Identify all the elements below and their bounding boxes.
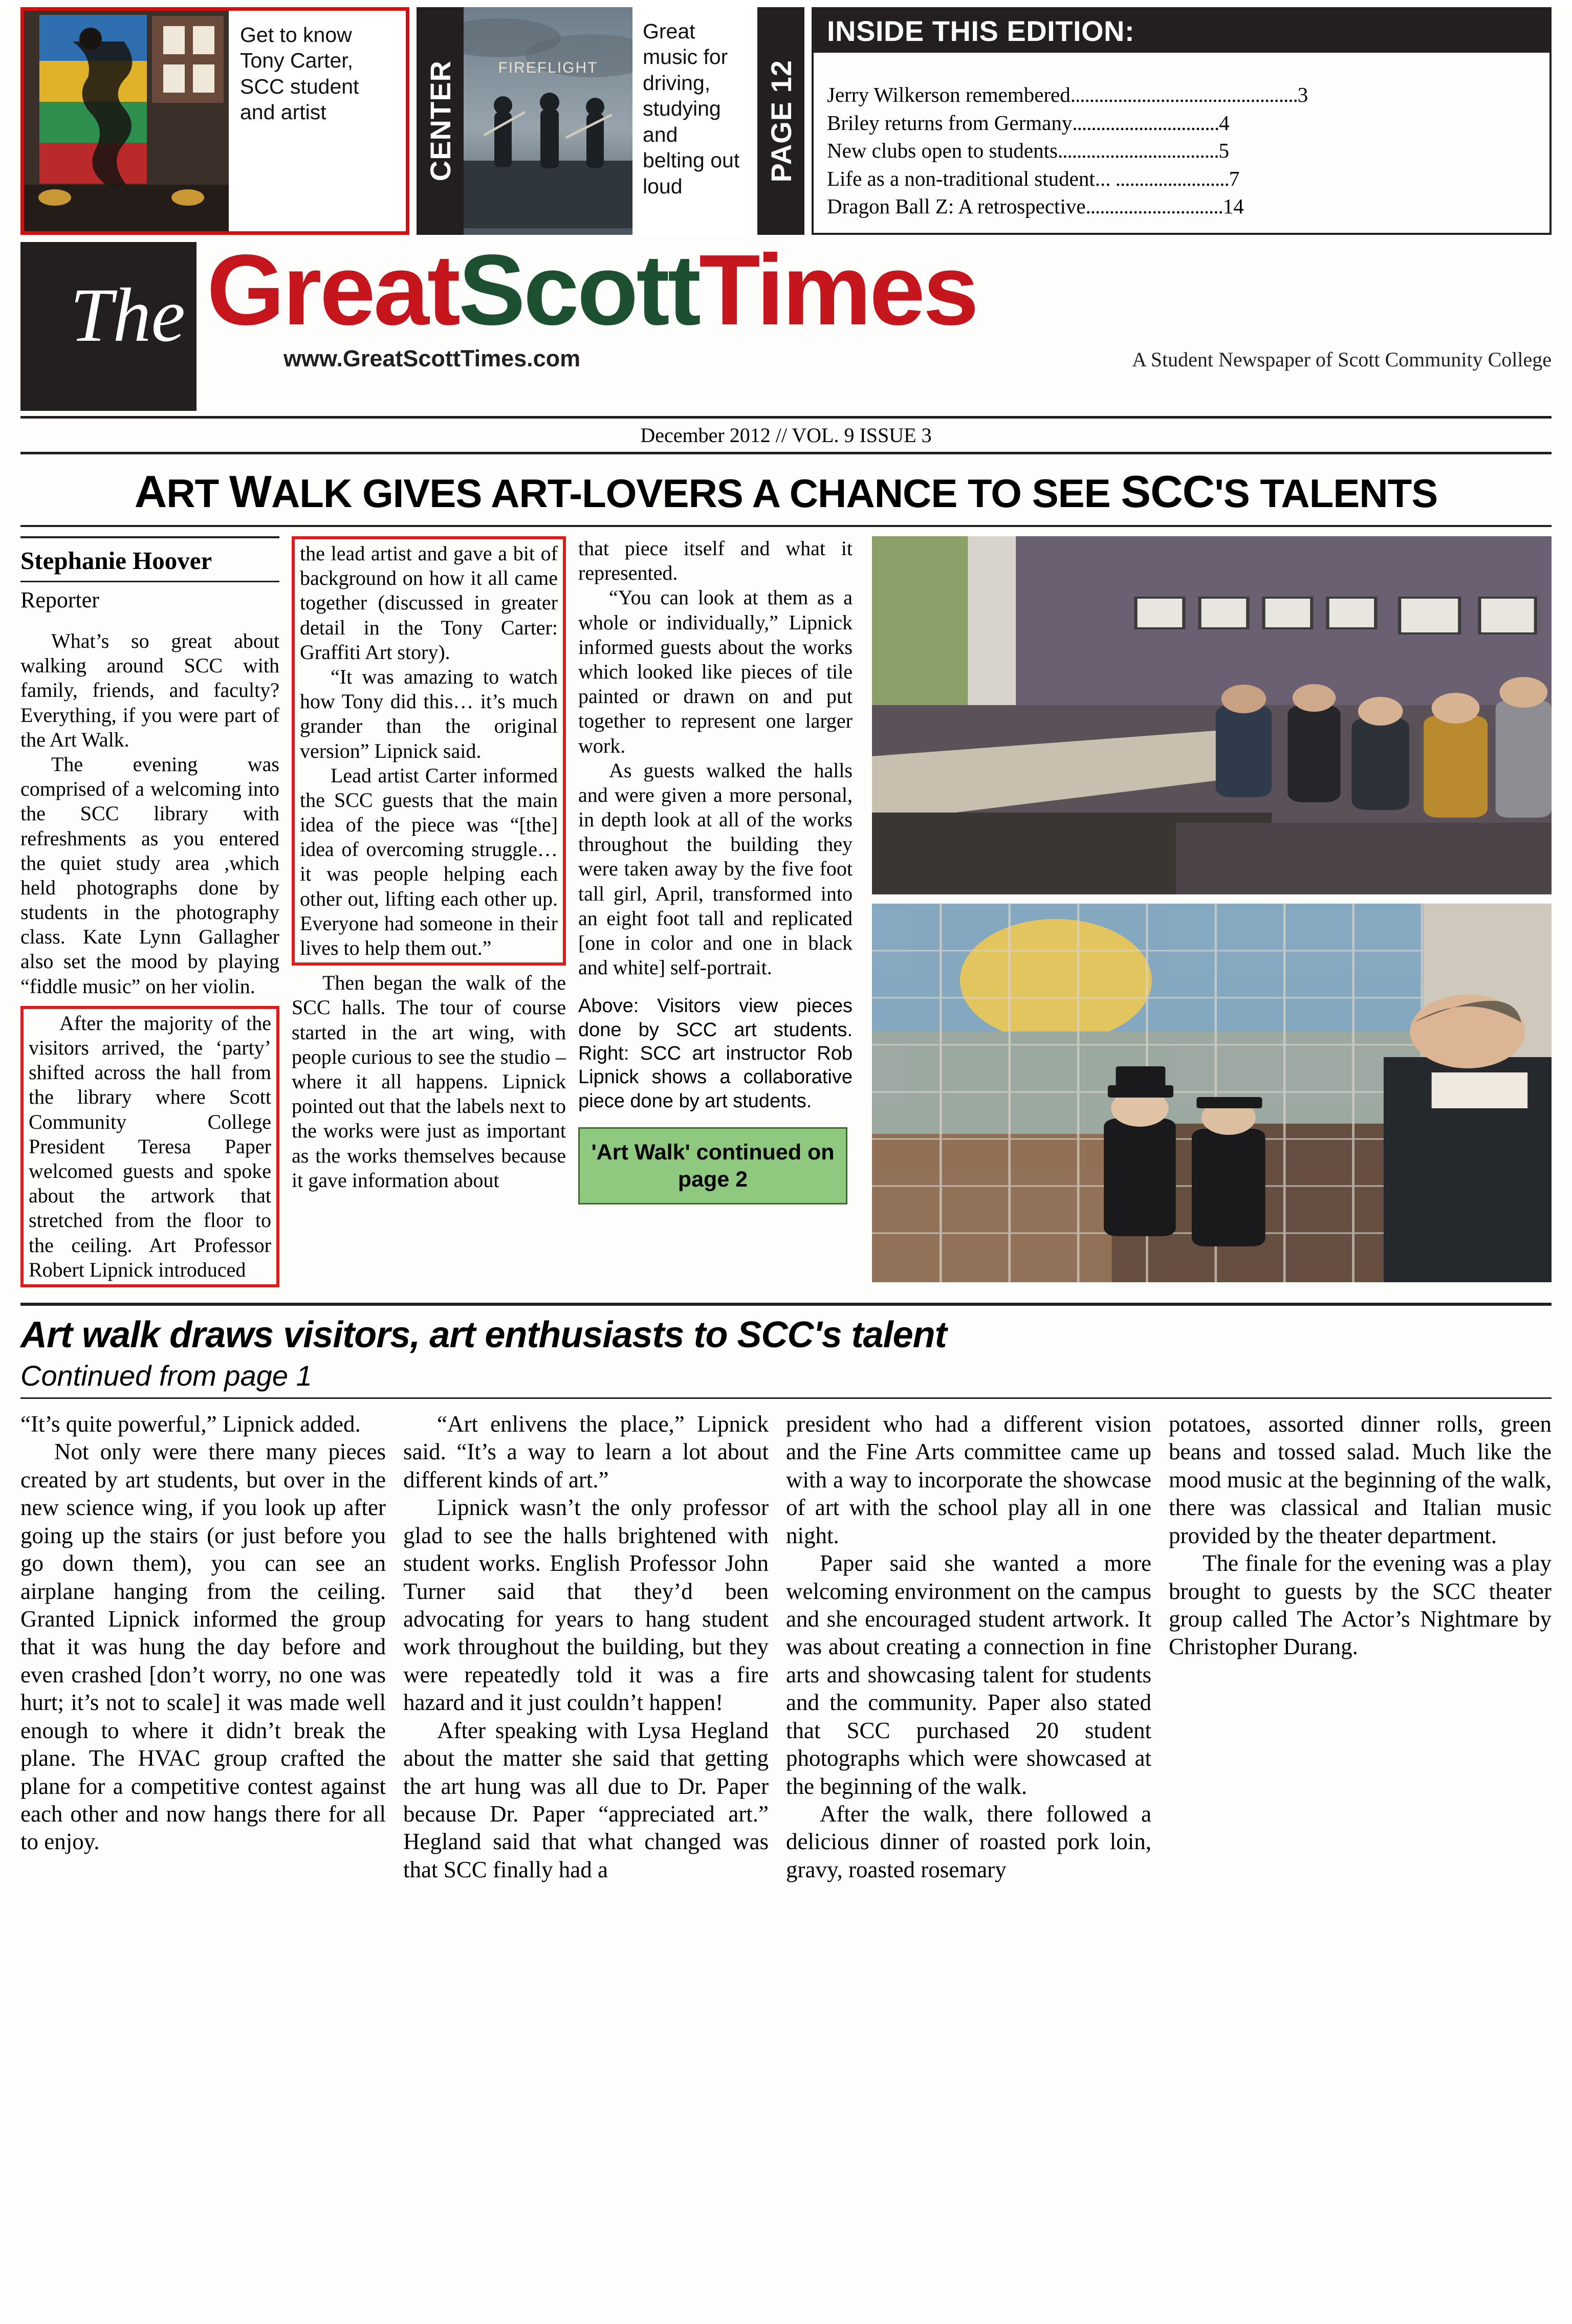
jump-headline: Art walk draws visitors, art enthusiasts to SCC's talent	[20, 1314, 947, 1355]
photo-gallery-visitors	[872, 536, 1552, 894]
teaser-label-center	[417, 7, 464, 235]
photo-lipnick-collaborative-piece	[872, 904, 1552, 1282]
masthead	[20, 234, 1552, 411]
headline-part: A	[134, 466, 167, 517]
teaser-image-graffiti-mural	[24, 11, 229, 231]
paragraph: The evening was comprised of a welcoming into the SCC library with refreshments as you entered the quiet study area ,which held photographs done by students in the photography class. Kate Lynn Gallagher also set the mood by playing “fiddle music” on her violin.	[20, 752, 279, 998]
paragraph: “You can look at them as a whole or individually,” Lipnick informed guests about the works which looked like pieces of tile painted or drawn on and put together to represent one larger work.	[578, 586, 853, 757]
list-item[interactable]	[827, 137, 1536, 165]
paragraph: the lead artist and gave a bit of background on how it all came together (discussed in greater detail in the Tony Carter: Graffiti Art story).	[300, 542, 558, 664]
jump-column-2	[403, 1410, 786, 1883]
paragraph: Lipnick wasn’t the only professor glad to see the halls brightened with student works. English Professor John Turner said that they’d been advocating for years to hang student work throughout the building, but they were repeatedly told it was a fire hazard and it just couldn’t happen!	[403, 1495, 769, 1716]
paragraph: After the walk, there followed a delicious dinner of roasted pork loin, gravy, roasted rosemary	[786, 1801, 1151, 1882]
lead-story-column-3	[578, 536, 865, 1287]
highlight-box-col2	[292, 536, 566, 966]
inside-item-page: 14	[1222, 194, 1244, 218]
teaser-label-center-text: CENTER	[424, 60, 456, 182]
paragraph: Then began the walk of the SCC halls. The tour of course started in the art wing, with people curious to see the studio –where it all happens. Lipnick pointed out that the labels next to the works were just as important as the works themselves because it gave information about	[292, 971, 566, 1192]
paragraph: president who had a different vision and the Fine Arts committee came up with a way to incorporate the showcase of art with the school play all in one night.	[786, 1411, 1151, 1548]
lead-headline	[20, 466, 1552, 527]
paragraph: As guests walked the halls and were given a more personal, in depth look at all of the works throughout the building they were taken away by the five foot tall girl, April, transformed into an eight foot tall and replicated [one in color and one in black and white] self-portrait.	[578, 758, 853, 979]
masthead-tagline: A Student Newspaper of Scott Community College	[1132, 347, 1552, 371]
paragraph: After the majority of the visitors arrived, the ‘party’ shifted across the hall from the library where Scott Community College President Teresa Paper welcomed guests and spoke about the artwork that stretched from the floor to the ceiling. Art Professor Robert Lipnick introduced	[29, 1011, 271, 1281]
band-photo-icon	[464, 7, 632, 228]
inside-item-dots: ........................	[1110, 166, 1229, 190]
paragraph: that piece itself and what it represented.	[578, 537, 853, 585]
jump-column-3	[786, 1410, 1169, 1883]
inside-item-page: 7	[1229, 166, 1240, 190]
top-teaser-bar	[20, 7, 1552, 235]
inside-item-page: 4	[1219, 111, 1230, 135]
jump-column-1	[20, 1410, 403, 1883]
masthead-word-scott: Scott	[458, 234, 700, 346]
inside-item-page: 3	[1297, 83, 1308, 106]
inside-item-title: Life as a non-traditional student...	[827, 166, 1111, 190]
inside-item-dots: ..................................	[1057, 139, 1219, 163]
masthead-word-great: Great	[207, 234, 459, 346]
page-title	[207, 234, 1552, 346]
masthead-the-block	[20, 242, 196, 411]
jump-columns	[20, 1410, 1552, 1883]
lead-story-photos	[865, 536, 1552, 1287]
issue-date-line: December 2012 // VOL. 9 ISSUE 3	[20, 419, 1552, 454]
teaser-label-page12-text: PAGE 12	[765, 59, 797, 183]
svg-text:FIREFLIGHT: FIREFLIGHT	[498, 59, 598, 76]
teaser-tony-carter[interactable]	[20, 7, 409, 235]
paragraph: Paper said she wanted a more welcoming environment on the campus and she encouraged student artwork. It was about creating a connection in fine arts and showcasing talent for students and the community. Paper also stated that SCC purchased 20 student photographs which were showcased at the beginning of the walk.	[786, 1550, 1151, 1799]
jump-story	[20, 1303, 1552, 1883]
teaser-fireflight[interactable]	[464, 7, 750, 235]
masthead-title	[196, 234, 1552, 411]
paragraph: The finale for the evening was a play brought to guests by the SCC theater group called The Actor’s Nightmare by Christopher Durang.	[1169, 1550, 1552, 1660]
paragraph: After speaking with Lysa Hegland about the matter she said that getting the art hung was all due to Dr. Paper because Dr. Paper “appreciated art.” Hegland said that what changed was that SCC finally had a	[403, 1717, 769, 1882]
inside-this-edition-box	[812, 7, 1552, 235]
lead-story-column-2	[292, 536, 578, 1287]
inside-item-dots: .............................	[1085, 194, 1223, 218]
paragraph: “It’s quite powerful,” Lipnick added.	[20, 1411, 361, 1437]
photo-caption: Above: Visitors view pieces done by SCC art students. Right: SCC art instructor Rob Lipnick shows a collaborative piece done by art students.	[578, 995, 853, 1112]
inside-item-title: New clubs open to students	[827, 139, 1058, 163]
inside-item-dots: ................................................	[1070, 83, 1298, 106]
jump-column-4	[1169, 1410, 1552, 1883]
continued-on-page-box[interactable]: 'Art Walk' continued on page 2	[578, 1127, 847, 1204]
headline-part: 'S TALENTS	[1214, 471, 1438, 516]
highlight-box-col1	[20, 1006, 279, 1287]
inside-item-title: Briley returns from Germany	[827, 111, 1073, 135]
lead-story-column-1	[20, 536, 292, 1287]
inside-item-title: Dragon Ball Z: A retrospective	[827, 194, 1086, 218]
lead-story	[20, 536, 1552, 1287]
teaser-image-fireflight	[464, 7, 632, 235]
teaser-fireflight-text: Great music for driving, studying and belting out loud	[643, 19, 740, 198]
collaborative-artwork-image	[872, 904, 1552, 1282]
inside-this-edition-list	[814, 74, 1549, 225]
list-item[interactable]	[827, 165, 1536, 193]
list-item[interactable]	[827, 109, 1536, 137]
masthead-word-times: Times	[699, 234, 977, 346]
list-item[interactable]	[827, 81, 1536, 109]
teaser-label-page12	[757, 7, 804, 235]
paragraph: “Art enlivens the place,” Lipnick said. “It’s a way to learn a lot about different kinds of art.”	[403, 1411, 769, 1493]
masthead-website-url[interactable]: www.GreatScottTimes.com	[283, 345, 581, 371]
list-item[interactable]	[827, 192, 1536, 221]
jump-subhead: Continued from page 1	[20, 1359, 1552, 1399]
inside-item-title: Jerry Wilkerson remembered	[827, 83, 1071, 106]
newspaper-page	[0, 7, 1572, 2324]
masthead-subline	[207, 345, 1552, 372]
headline-part: RT	[166, 471, 229, 516]
gallery-visitors-image	[872, 536, 1552, 894]
inside-item-page: 5	[1218, 139, 1229, 163]
teaser-tony-carter-text: Get to know Tony Carter, SCC student and artist	[240, 23, 359, 124]
graffiti-mural-icon	[24, 11, 229, 231]
byline-role: Reporter	[20, 587, 99, 613]
paragraph: Lead artist Carter informed the SCC guests that the main idea of the piece was “[the] idea of overcoming struggle…it was people helping each other out, lifting each other up. Everyone had someone in their lives to help them out.”	[300, 763, 558, 959]
byline-author: Stephanie Hoover	[20, 536, 279, 582]
inside-item-dots: ...............................	[1072, 111, 1219, 135]
inside-this-edition-heading: INSIDE THIS EDITION:	[814, 9, 1549, 53]
paragraph: “It was amazing to watch how Tony did this… it’s much grander than the original version” Lipnick said.	[300, 665, 558, 762]
headline-part: ALK GIVES ART-LOVERS A CHANCE TO SEE	[271, 471, 1121, 516]
paragraph: Not only were there many pieces created by art students, but over in the new science wing, if you look up after going up the stairs (or just before you go down them), you can see an airplane hanging from the ceiling. Granted Lipnick informed the group that it was hung the day before and even crashed [don’t worry, no one was hurt; it’s not to scale] it was made well enough to where it didn’t break the plane. The HVAC group crafted the plane for a competitive contest against each other and now hangs there for all to enjoy.	[20, 1439, 386, 1855]
masthead-the: The	[70, 273, 185, 358]
headline-part: SCC	[1121, 466, 1215, 517]
paragraph: What’s so great about walking around SCC with family, friends, and faculty? Everything, if you were part of the Art Walk.	[20, 629, 279, 751]
headline-part: W	[229, 466, 271, 517]
paragraph: potatoes, assorted dinner rolls, green beans and tossed salad. Much like the mood music at the beginning of the walk, there was classical and Italian music provided by the theater department.	[1169, 1411, 1552, 1548]
